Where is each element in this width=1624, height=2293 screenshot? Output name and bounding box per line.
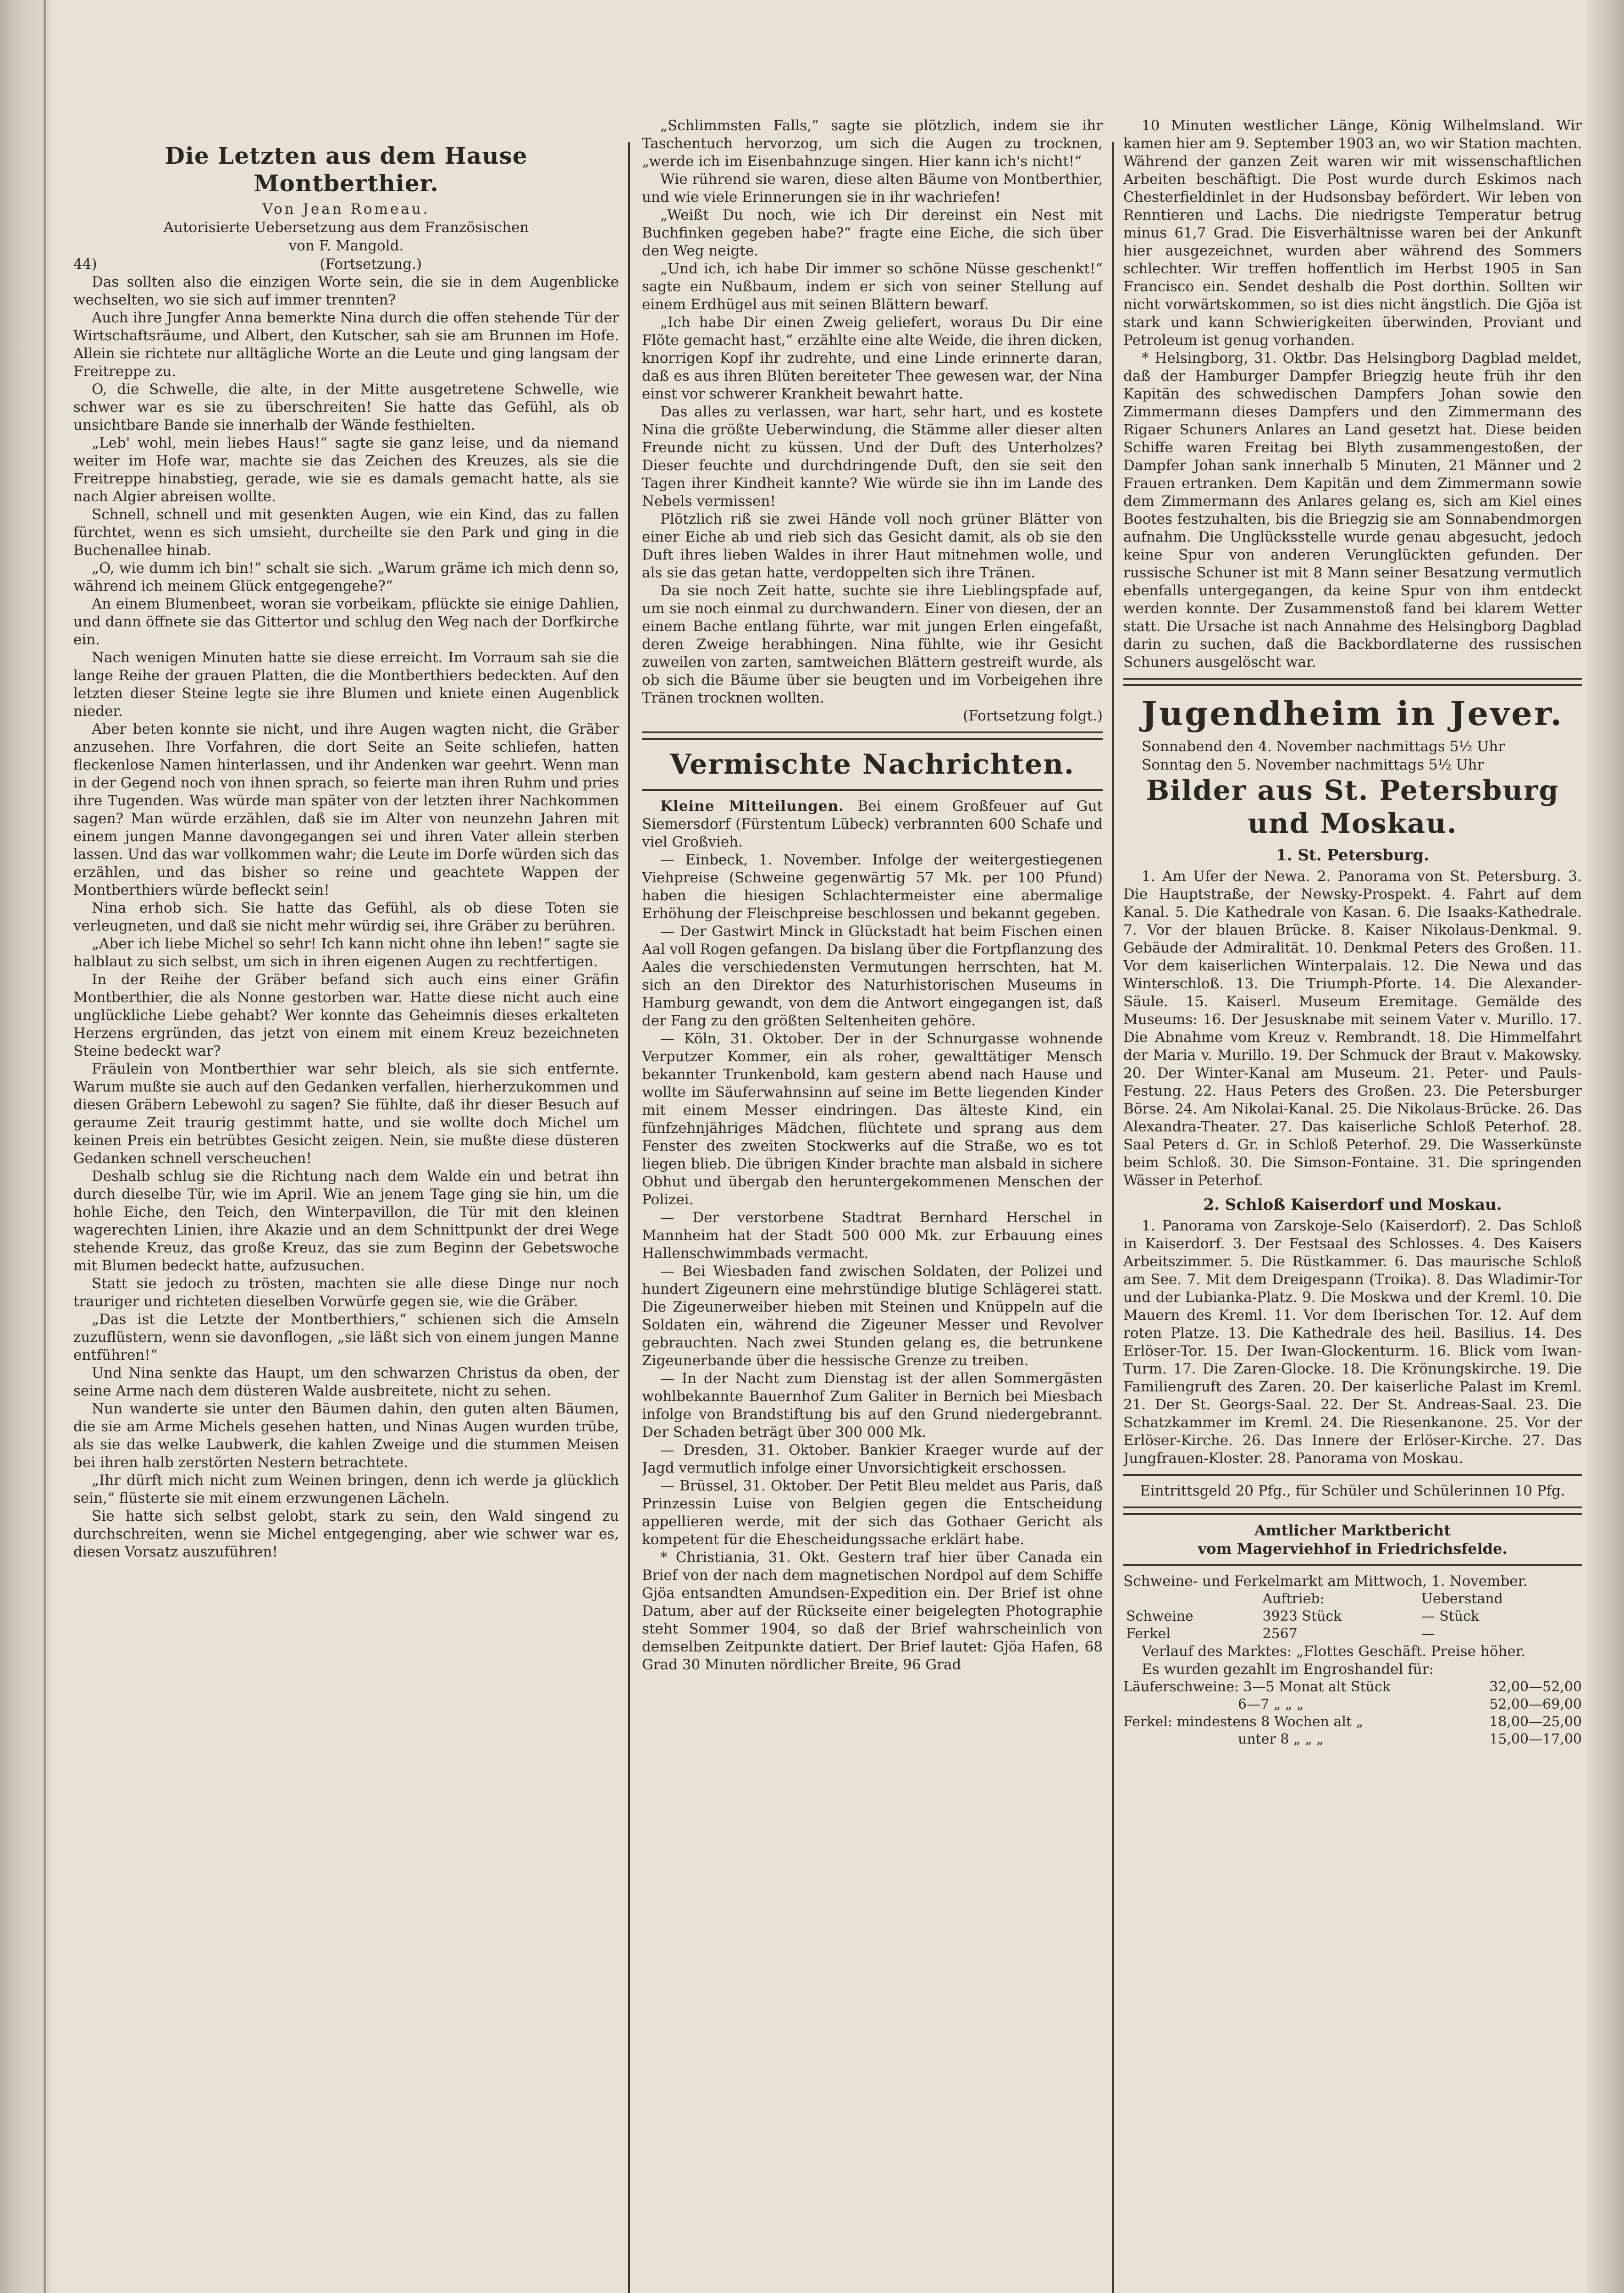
row-ueberstand: —: [1421, 1626, 1435, 1642]
paragraph: Aber beten konnte sie nicht, und ihre Augen wagten nicht, die Gräber anzusehen. Ihre Vorfahren, die dort Seite an Seite schliefen, hatten fleckenlose Namen hinterlassen, und ihr Andenken war geehrt. Wenn man in der Gegend noch von ihnen sprach, so feierte man ihren Ruhm und pries ihre Tugenden. Was würde man später von der letzten ihrer Nachkommen sagen? Man würde erzählen, daß sie im Alter von neunzehn Jahren mit einem jungen Manne davongegangen sei und ihren Vater allein sterben lassen. Und das war vollkommen wahr; die Leute im Dorfe würden sich das erzählen, und das bisher so reine und geachtete Wappen der Montberthiers würde befleckt sein!: [73, 721, 619, 898]
page-gutter: [0, 0, 50, 2293]
price-label: Ferkel: mindestens 8 Wochen alt „: [1123, 1714, 1364, 1730]
novel-author: Von Jean Romeau.: [262, 201, 430, 217]
paragraph: Und Nina senkte das Haupt, um den schwarzen Christus da oben, der seine Arme nach dem düsteren Walde ausbreitete, nicht zu sehen.: [73, 1365, 619, 1399]
market-title-2: vom Magerviehhof in Friedrichsfelde.: [1198, 1540, 1508, 1557]
gutter-fold-line: [44, 0, 46, 2293]
installment-row: [73, 255, 619, 273]
news-item: * Christiania, 31. Okt. Gestern traf hier über Canada ein Brief von der nach dem magnetischen Nordpol auf dem Schiffe Gjöa entsandten Amundsen-Expedition ein. Der Brief ist ohne Datum, aber auf der Rückseite einer beigelegten Photographie steht Sommer 1904, so daß der Brief wahrscheinlich von demselben Zeitpunkte datiert. Der Brief lautet: Gjöa Hafen, 68 Grad 30 Minuten nördlicher Breite, 96 Grad: [642, 1549, 1103, 1673]
ad-section2-text: 1. Panorama von Zarskoje-Selo (Kaiserdorf). 2. Das Schloß in Kaiserdorf. 3. Der Festsaal des Schlosses. 4. Des Kaisers Arbeitszimmer. 5. Die Rüstkammer. 6. Das maurische Schloß am See. 7. Mit dem Dreigespann (Troika). 8. Das Wladimir-Tor und der Lubianka-Platz. 9. Die Moskwa und der Kreml. 10. Die Mauern des Kreml. 11. Vor dem Iberischen Tor. 12. Auf dem roten Platze. 13. Die Kathedrale des heil. Basilius. 14. Des Erlöser-Tor. 15. Der Iwan-Glockenturm. 16. Blick vom Iwan-Turm. 17. Die Zaren-Glocke. 18. Die Krönungskirche. 19. Die Familiengruft des Zaren. 20. Der kaiserliche Palast im Kreml. 21. Der St. Georgs-Saal. 22. Der St. Andreas-Saal. 23. Die Schatzkammer im Kreml. 24. Die Riesenkanone. 25. Vor der Erlöser-Kirche. 26. Das Innere der Erlöser-Kirche. 27. Das Jungfrauen-Kloster. 28. Panorama von Moskau.: [1123, 1218, 1582, 1467]
news-item: — In der Nacht zum Dienstag ist der allen Sommergästen wohlbekannte Bauernhof Zum Galiter in Bernich bei Miesbach infolge von Brandstiftung bis auf den Grund niedergebrannt. Der Schaden beträgt über 300 000 Mk.: [642, 1370, 1103, 1440]
ad-section2-title: 2. Schloß Kaiserdorf und Moskau.: [1203, 1196, 1502, 1214]
row-auftrieb: 3923 Stück: [1262, 1608, 1342, 1624]
novel-title: Die Letzten aus dem Hause Montberthier.: [165, 142, 528, 197]
news-body-col3: [1123, 117, 1582, 671]
ad-schedule-1: Sonnabend den 4. November nachmittags 5½ Uhr: [1142, 738, 1505, 755]
ad-admission-rule: [1123, 1474, 1582, 1476]
ad-admission: Eintrittsgeld 20 Pfg., für Schüler und Schülerinnen 10 Pfg.: [1140, 1483, 1565, 1499]
paragraph: „Schlimmsten Falls,“ sagte sie plötzlich, indem sie ihr Taschentuch hervorzog, um sich die Augen zu trocknen, „werde ich im Eisenbahnzuge singen. Hier kann ich's nicht!“: [642, 117, 1103, 170]
novel-translation-note: Autorisierte Uebersetzung aus dem Französischen: [163, 219, 529, 236]
ad-schedule-2: Sonntag den 5. November nachmittags 5½ Uhr: [1142, 757, 1484, 773]
news-item: — Dresden, 31. Oktober. Bankier Kraeger wurde auf der Jagd vermutlich infolge einer Unvorsichtigkeit erschossen.: [642, 1442, 1103, 1476]
column-3: [1123, 117, 1582, 2293]
paragraph: „Ihr dürft mich nicht zum Weinen bringen, denn ich werde ja glücklich sein,“ flüsterte sie mit einem erzwungenen Lächeln.: [73, 1472, 619, 1507]
row-label: Ferkel: [1126, 1626, 1171, 1642]
price-label: 6—7 „ „ „: [1238, 1696, 1304, 1712]
price-row: [1123, 1696, 1582, 1713]
paragraph: „Und ich, ich habe Dir immer so schöne Nüsse geschenkt!“ sagte ein Nußbaum, indem er sich von seiner Stellung auf einem Erdhügel aus mit seinen Blättern bewarf.: [642, 260, 1103, 313]
continued-label: (Fortsetzung.): [320, 256, 422, 272]
price-value: 18,00—25,00: [1489, 1714, 1582, 1730]
section-divider: [642, 731, 1103, 740]
paragraph: „Weißt Du noch, wie ich Dir dereinst ein Nest mit Buchfinken gegeben habe?“ fragte eine Eiche, die sich über den Weg neigte.: [642, 207, 1103, 259]
market-table: [1123, 1590, 1582, 1643]
news-item: — Bei Wiesbaden fand zwischen Soldaten, der Polizei und hundert Zigeunern eine mehrstündige blutige Schlägerei statt. Die Zigeunerweiber hieben mit Steinen und Knüppeln auf die Soldaten ein, während die Zigeuner Messer und Revolver gebrauchten. Nach zwei Stunden gelang es, die betrunkene Zigeunerbande über die hessische Grenze zu treiben.: [642, 1263, 1103, 1369]
ad-title: Jugendheim in Jever.: [1141, 694, 1564, 733]
column-1: [73, 142, 619, 2293]
paragraph: „O, wie dumm ich bin!“ schalt sie sich. „Warum gräme ich mich denn so, während ich meinem Glück entgegengehe?“: [73, 560, 619, 594]
paragraph: Statt sie jedoch zu trösten, machten sie alle diese Dinge nur noch trauriger und richteten dieselben Vorwürfe gegen sie, wie die Gräber.: [73, 1275, 619, 1310]
column-rule-2: [1112, 142, 1114, 2293]
ad-top-rule: [1123, 678, 1582, 686]
news-item: * Helsingborg, 31. Oktbr. Das Helsingborg Dagblad meldet, daß der Hamburger Dampfer Briegzig heute früh ihr den Kapitän des schwedischen Dampfers Johan sowie den Zimmermann dieses Dampfers und den Zimmermann des Rigaer Schuners Anlares an Land gesetzt hat. Diese beiden Schiffe waren Freitag bei Blyth zusammengestoßen, der Dampfer Johan sank innerhalb 5 Minuten, 21 Männer und 2 Frauen ertranken. Dem Kapitän und dem Zimmermann sowie dem Zimmermann des Anlares gelang es, sich am Kiel eines Bootes festzuhalten, bis die Briegzig sie am Sonnabendmorgen aufnahm. Die Unglücksstelle wurde genau abgesucht, jedoch keine Spur von anderen Verunglückten gefunden. Der russische Schuner ist mit 8 Mann seiner Besatzung vermutlich ebenfalls untergegangen, da keine Spur von ihm entdeckt werden konnte. Der Zusammenstoß fand bei klarem Wetter statt. Die Ursache ist nach Annahme des Helsingborg Dagblad darin zu suchen, daß die Backbordlaterne des russischen Schuners ausgelöscht war.: [1123, 350, 1582, 670]
paragraph: Sie hatte sich selbst gelobt, stark zu sein, den Wald singend zu durchschreiten, wenn sie Michel entgegenging, aber wie schwer war es, diesen Vorsatz auszuführen!: [73, 1508, 619, 1560]
paragraph: „Aber ich liebe Michel so sehr! Ich kann nicht ohne ihn leben!“ sagte sie halblaut zu sich selbst, um sich in ihren eigenen Augen zu rechtfertigen.: [73, 936, 619, 970]
row-ueberstand: — Stück: [1421, 1608, 1480, 1624]
price-value: 52,00—69,00: [1489, 1696, 1582, 1712]
paragraph: In der Reihe der Gräber befand sich auch eins einer Gräfin Montberthier, die als Nonne gestorben war. Hatte diese nicht auch eine unglückliche Liebe gehabt? Wer konnte das Geheimnis dieses erkalteten Herzens ergründen, das jetzt von einem mit einem Kreuz bezeichneten Steine bedeckt war?: [73, 971, 619, 1059]
paragraph: Das alles zu verlassen, war hart, sehr hart, und es kostete Nina die größte Ueberwindung, die Stämme aller dieser alten Freunde nicht zu küssen. Und der Duft des Unterholzes? Dieser feuchte und durchdringende Duft, den sie seit den Tagen ihrer Kindheit kannte? Wie würde sie ihn im Lande des Nebels vermissen!: [642, 404, 1103, 510]
market-intro: Schweine- und Ferkelmarkt am Mittwoch, 1. November.: [1123, 1573, 1528, 1590]
market-paid-intro: Es wurden gezahlt im Engroshandel für:: [1142, 1661, 1434, 1678]
news-lead: [642, 798, 1103, 851]
row-label: Schweine: [1126, 1608, 1193, 1624]
paragraph: Auch ihre Jungfer Anna bemerkte Nina durch die offen stehende Tür der Wirtschaftsräume, und Albert, den Kutscher, sah sie am Brunnen im Hofe. Allein sie richtete nur alltägliche Worte an die Leute und ging langsam der Freitreppe zu.: [73, 310, 619, 380]
paragraph: Nach wenigen Minuten hatte sie diese erreicht. Im Vorraum sah sie die lange Reihe der grauen Platten, die die Montberthiers bedeckten. Auf den letzten dieser Steine legte sie ihre Blumen und kniete einen Augenblick nieder.: [73, 649, 619, 720]
paragraph: Das sollten also die einzigen Worte sein, die sie in dem Augenblicke wechselten, wo sie sich auf immer trennten?: [73, 274, 619, 308]
price-label: unter 8 „ „ „: [1238, 1731, 1324, 1747]
to-be-continued: (Fortsetzung folgt.): [963, 708, 1103, 724]
market-course: Verlauf des Marktes: „Flottes Geschäft. Preise höher.: [1142, 1643, 1526, 1660]
column-rule-1: [628, 142, 630, 2293]
paragraph: Nina erhob sich. Sie hatte das Gefühl, als ob diese Toten sie verleugneten, und daß sie nicht mehr würdig sei, ihre Gräber zu berühren.: [73, 900, 619, 934]
news-item: — Einbeck, 1. November. Infolge der weitergestiegenen Viehpreise (Schweine gegenwärtig 57 Mk. per 100 Pfund) haben die hiesigen Schlachtermeister eine abermalige Erhöhung der Fleischpreise beschlossen und bekannt gegeben.: [642, 852, 1103, 922]
news-items: [642, 851, 1103, 1674]
novel-body-col2: [642, 117, 1103, 707]
news-section-title: Vermischte Nachrichten.: [670, 748, 1075, 781]
installment-number: 44): [73, 256, 97, 272]
paragraph: „Leb' wohl, mein liebes Haus!“ sagte sie ganz leise, und da niemand weiter im Hofe war, machte sie das Zeichen des Kreuzes, als sie die Freitreppe hinabstieg, gerade, wie sie es damals gemacht hatte, als sie nach Algier abreisen wollte.: [73, 435, 619, 505]
table-row: [1123, 1625, 1582, 1643]
paragraph: Schnell, schnell und mit gesenkten Augen, wie ein Kind, das zu fallen fürchtet, wenn es sich umsieht, durcheilte sie den Park und ging in die Buchenallee hinab.: [73, 506, 619, 559]
row-auftrieb: 2567: [1262, 1626, 1298, 1642]
news-item: — Brüssel, 31. Oktober. Der Petit Bleu meldet aus Paris, daß Prinzessin Luise von Belgien gegen die Entscheidung appellieren werde, mit der sich das Gothaer Gericht als kompetent für die Ehescheidungssache erklärt habe.: [642, 1478, 1103, 1548]
news-item: 10 Minuten westlicher Länge, König Wilhelmsland. Wir kamen hier am 9. September 1903 an, wo wir Station machten. Während der ganzen Zeit waren wir mit wissenschaftlichen Arbeiten beschäftigt. Die Post wurde durch Eskimos nach Chesterfieldinlet in der Hudsonsbay befördert. Wir leben von Renntieren und Lachs. Die niedrigste Temperatur betrug minus 61,7 Grad. Die Eisverhältnisse waren bei der Ankunft hier ausgezeichnet, wurden aber während des Sommers schlechter. Wir treffen hoffentlich im Herbst 1905 in San Francisco ein. Sendet deshalb die Post dorthin. Sollten wir nicht vorwärtskommen, so ist dies nicht ängstlich. Die Gjöa ist stark und kann Schwierigkeiten überwinden, Proviant und Petroleum ist genug vorhanden.: [1123, 117, 1582, 349]
paragraph: Wie rührend sie waren, diese alten Bäume von Montberthier, und wie viele Erinnerungen sie in ihr wachriefen!: [642, 171, 1103, 205]
market-title-rule: [1123, 1564, 1582, 1566]
ad-section1-title: 1. St. Petersburg.: [1276, 846, 1429, 864]
book-spine-edge: [1587, 0, 1624, 2293]
col-auftrieb: Auftrieb:: [1262, 1591, 1325, 1607]
news-item: — Köln, 31. Oktober. Der in der Schnurgasse wohnende Verputzer Kommer, ein als roher, gewalttätiger Mensch bekannter Trunkenbold, kam gestern abend nach Hause und wollte im Säuferwahnsinn auf seine im Bette liegenden Kinder mit einem Messer eindringen. Das älteste Kind, ein fünfzehnjähriges Mädchen, flüchtete und sprang aus dem Fenster des zweiten Stockwerks auf die Straße, wo es tot liegen blieb. Die übrigen Kinder brachte man alsbald in sichere Obhut und übergab den heruntergekommenen Menschen der Polizei.: [642, 1030, 1103, 1208]
novel-body-col1: [73, 273, 619, 1561]
paragraph: „Das ist die Letzte der Montberthiers,“ schienen sich die Amseln zuzuflüstern, wenn sie davonflogen, „sie läßt sich von einem jungen Manne entführen!“: [73, 1311, 619, 1363]
market-top-rule: [1123, 1507, 1582, 1515]
price-value: 32,00—52,00: [1489, 1679, 1582, 1695]
paragraph: O, die Schwelle, die alte, in der Mitte ausgetretene Schwelle, wie schwer war es sie zu überschreiten! Sie hatte das Gefühl, als ob unsichtbare Bande sie innerhalb der Wände festhielten.: [73, 381, 619, 433]
col-ueberstand: Ueberstand: [1421, 1591, 1503, 1607]
newspaper-page: [69, 60, 1582, 2293]
market-table-header: [1123, 1590, 1582, 1608]
price-row: [1123, 1713, 1582, 1731]
news-item: — Der verstorbene Stadtrat Bernhard Herschel in Mannheim hat der Stadt 500 000 Mk. zur Erbauung eines Hallenschwimmbads vermacht.: [642, 1209, 1103, 1262]
news-subhead: Kleine Mitteilungen.: [660, 798, 844, 814]
paragraph: Fräulein von Montberthier war sehr bleich, als sie sich entfernte. Warum mußte sie auch auf den Gedanken verfallen, hierherzukommen und diesen Gräbern Lebewohl zu sagen? Sie fühlte, daß ihr dieser Besuch auf geraume Zeit traurig gestimmt hatte, und sie wollte doch Michel um keinen Preis ein betrübtes Gesicht zeigen. Nein, sie mußte diese düsteren Gedanken schnell verscheuchen!: [73, 1061, 619, 1167]
paragraph: Plötzlich riß sie zwei Hände voll noch grüner Blätter von einer Eiche ab und rieb sich das Gesicht damit, als ob sie den Duft ihres lieben Waldes in ihrer Haut mitnehmen wolle, und als sie das getan hatte, verdoppelten sich ihre Tränen.: [642, 511, 1103, 581]
news-item: — Der Gastwirt Minck in Glückstadt hat beim Fischen einen Aal voll Rogen gefangen. Da bislang über die Fortpflanzung des Aales die verschiedensten Vermutungen herrschten, hat M. sich an den Direktor des Naturhistorischen Museums in Hamburg gewandt, von dem die Antwort eingegangen ist, daß der Fang zu den größten Seltenheiten gehöre.: [642, 923, 1103, 1029]
paragraph: „Ich habe Dir einen Zweig geliefert, woraus Du Dir eine Flöte gemacht hast,“ erzählte eine alte Weide, die ihren dicken, knorrigen Kopf ihr zudrehte, und eine Linde erinnerte daran, daß es aus ihren Blüten bereiteter Thee gewesen war, der Nina einst vor schwerer Krankheit bewahrt hatte.: [642, 314, 1103, 402]
price-row: [1123, 1678, 1582, 1696]
news-item-0: Bei einem Großfeuer auf Gut Siemersdorf (Fürstentum Lübeck) verbrannten 600 Schafe und viel Großvieh.: [642, 798, 1103, 850]
table-row: [1123, 1608, 1582, 1625]
novel-translator: von F. Mangold.: [288, 238, 404, 254]
paragraph: An einem Blumenbeet, woran sie vorbeikam, pflückte sie einige Dahlien, und dann öffnete sie das Gittertor und schlug den Weg nach der Dorfkirche ein.: [73, 596, 619, 648]
paragraph: Da sie noch Zeit hatte, suchte sie ihre Lieblingspfade auf, um sie noch einmal zu durchwandern. Einer von diesen, der an einem Bache entlang führte, war mit jungen Erlen eingefaßt, deren Zweige herabhingen. Nina fühlte, wie ihr Gesicht zuweilen von zarten, samtweichen Blättern gestreift wurde, als ob sich die Bäume über sie beugten und im Vorbeigehen ihre Tränen trocknen wollten.: [642, 582, 1103, 706]
paragraph: Nun wanderte sie unter den Bäumen dahin, den guten alten Bäumen, die sie am Arme Michels gesehen hatten, und Ninas Augen wurden trübe, als sie das welke Laubwerk, die kahlen Zweige und die stummen Meisen bei ihren halb zerstörten Nestern betrachtete.: [73, 1401, 619, 1471]
ad-headline: Bilder aus St. Petersburg und Moskau.: [1146, 775, 1559, 840]
price-value: 15,00—17,00: [1489, 1731, 1582, 1747]
column-2: [642, 117, 1103, 2293]
market-title-1: Amtlicher Marktbericht: [1254, 1522, 1451, 1539]
price-label: Läuferschweine: 3—5 Monat alt Stück: [1123, 1679, 1391, 1695]
news-title-rule: [642, 789, 1103, 791]
paragraph: Deshalb schlug sie die Richtung nach dem Walde ein und betrat ihn durch dieselbe Tür, wie im April. Wie an jenem Tage ging sie hin, um die hohle Eiche, den Teich, den Winterpavillon, die Tür mit den kleinen wagerechten Linien, ihre Akazie und an dem Schnittpunkt der drei Wege stehende Kreuz, das große Kreuz, das sie zum Beginn der Gebetswoche mit Blumen bedeckt hatte, aufzusuchen.: [73, 1168, 619, 1274]
price-row: [1123, 1731, 1582, 1748]
ad-section1-text: 1. Am Ufer der Newa. 2. Panorama von St. Petersburg. 3. Die Hauptstraße, der Newsky-Prospekt. 4. Fahrt auf dem Kanal. 5. Die Kathedrale von Kasan. 6. Die Isaaks-Kathedrale. 7. Vor der blauen Brücke. 8. Kaiser Nikolaus-Denkmal. 9. Gebäude der Admiralität. 10. Denkmal Peters des Großen. 11. Vor dem kaiserlichen Winterpalais. 12. Die Newa und das Winterschloß. 13. Die Triumph-Pforte. 14. Die Alexander-Säule. 15. Kaiserl. Museum Eremitage. Gemälde des Museums: 16. Der Jesusknabe mit seinem Vater v. Murillo. 17. Die Abnahme vom Kreuz v. Rembrandt. 18. Die Himmelfahrt der Maria v. Murillo. 19. Der Schmuck der Braut v. Makowsky. 20. Der Winter-Kanal am Museum. 21. Peter- und Pauls-Festung. 22. Haus Peters des Großen. 23. Die Petersburger Börse. 24. Am Nikolai-Kanal. 25. Die Nikolaus-Brücke. 26. Das Alexandra-Theater. 27. Das kaiserliche Schloß Peterhof. 28. Saal Peters d. Gr. in Schloß Peterhof. 29. Die Wasserkünste beim Schloß. 30. Die Simson-Fontaine. 31. Die springenden Wässer in Peterhof.: [1123, 868, 1582, 1189]
